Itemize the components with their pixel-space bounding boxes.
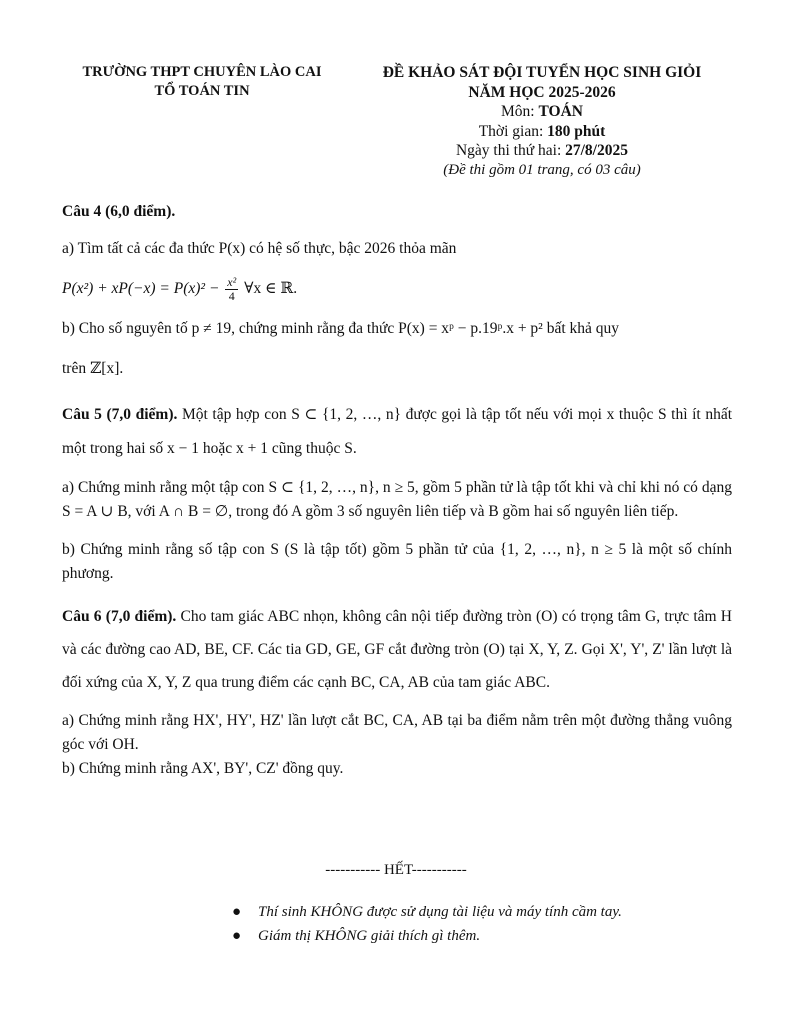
end-marker: ----------- HẾT-----------: [325, 862, 467, 878]
q5-intro: Một tập hợp con S ⊂ {1, 2, …, n} được gọi là tập tốt nếu với mọi x thuộc S thì ít nhất một trong hai số x − 1 hoặc x + 1 cũng thuộc S.: [62, 406, 733, 457]
q6-intro: Cho tam giác ABC nhọn, không cân nội tiếp đường tròn (O) có trọng tâm G, trực tâm H và các đường cao AD, BE, CF. Các tia GD, GE, GF cắt đường tròn (O) tại X, Y, Z. Gọi X', Y', Z' lần lượt là đối xứng của X, Y, Z qua trung điểm các cạnh BC, CA, AB của tam giác ABC.: [62, 608, 732, 691]
q5-a: a) Chứng minh rằng một tập con S ⊂ {1, 2, …, n}, n ≥ 5, gồm 5 phần tử là tập tốt khi và chỉ khi nó có dạng S = A ∪ B, với A ∩ B = ∅, trong đó A gồm 3 số nguyên liên tiếp và B gồm hai số nguyên liên tiếp.: [62, 479, 732, 520]
bullet-icon: ●: [232, 904, 242, 920]
note-text: Giám thị KHÔNG giải thích gì thêm.: [258, 928, 481, 944]
q5-b: b) Chứng minh rằng số tập con S (S là tập tốt) gồm 5 phần tử của {1, 2, …, n}, n ≥ 5 là một số chính phương.: [62, 541, 732, 582]
note-item: [232, 924, 752, 948]
q6-b: b) Chứng minh rằng AX', BY', CZ' đồng quy.: [62, 760, 344, 777]
note-text: Thí sinh KHÔNG được sử dụng tài liệu và máy tính cầm tay.: [258, 904, 622, 920]
q4-a-equation: [62, 274, 732, 304]
subject-value: TOÁN: [538, 103, 583, 120]
exam-title: ĐỀ KHẢO SÁT ĐỘI TUYỂN HỌC SINH GIỎI: [382, 64, 702, 81]
q4-eq-left: P(x²) + xP(−x) = P(x)² −: [62, 280, 220, 297]
bullet-icon: ●: [232, 928, 242, 944]
date-label: Ngày thi thứ hai:: [455, 142, 566, 159]
q5-intro-paragraph: [62, 398, 732, 466]
q4-b-line1: b) Cho số nguyên tố p ≠ 19, chứng minh rằng đa thức P(x) = xᵖ − p.19ᵖ.x + p² bất khả quy: [62, 320, 620, 337]
department-name: TỔ TOÁN TIN: [154, 83, 250, 99]
q4-eq-fraction: [225, 276, 238, 303]
time-line: [352, 122, 732, 142]
header-left: [52, 63, 352, 101]
note-item: [232, 900, 752, 924]
q6-title: Câu 6 (7,0 điểm).: [62, 608, 177, 625]
q4-a-line1: a) Tìm tất cả các đa thức P(x) có hệ số thực, bậc 2026 thỏa mãn: [62, 240, 457, 257]
exam-note: (Đề thi gồm 01 trang, có 03 câu): [443, 161, 641, 178]
date-value: 27/8/2025: [565, 142, 628, 159]
subject-line: [352, 102, 732, 122]
exam-year: NĂM HỌC 2025-2026: [468, 83, 616, 101]
time-label: Thời gian:: [478, 122, 548, 140]
q4-b-line2: trên ℤ[x].: [62, 360, 124, 377]
time-value: 180 phút: [547, 122, 606, 140]
q6-intro-paragraph: [62, 600, 732, 699]
q5-title: Câu 5 (7,0 điểm).: [62, 406, 178, 423]
q4-eq-right: ∀x ∈ ℝ.: [244, 280, 298, 297]
q4-eq-numerator: x²: [227, 274, 237, 289]
exam-body: [62, 200, 732, 781]
q4-title: Câu 4 (6,0 điểm).: [62, 203, 176, 220]
footer-notes: [232, 900, 752, 948]
school-name: TRƯỜNG THPT CHUYÊN LÀO CAI: [82, 64, 322, 80]
date-line: [352, 141, 732, 161]
q6-a: a) Chứng minh rằng HX', HY', HZ' lần lượt cắt BC, CA, AB tại ba điểm nằm trên một đường thẳng vuông góc với OH.: [62, 712, 732, 753]
subject-label: Môn:: [501, 103, 539, 120]
q4-eq-denominator: 4: [228, 288, 235, 303]
header-right: [352, 63, 732, 180]
